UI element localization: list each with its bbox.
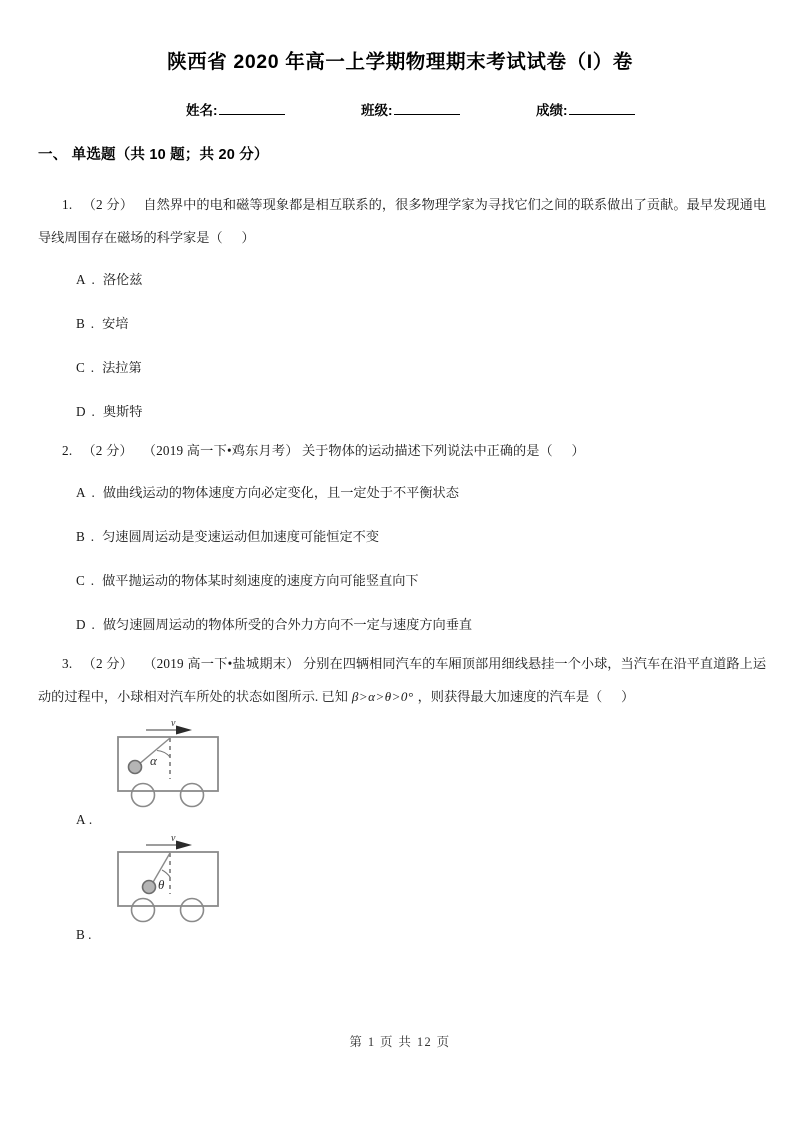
option-letter: A bbox=[76, 272, 86, 287]
question-3-score: （2 分） bbox=[82, 656, 134, 671]
option-letter: D bbox=[76, 617, 86, 632]
option-text: 做匀速圆周运动的物体所受的合外力方向不一定与速度方向垂直 bbox=[102, 617, 473, 632]
question-1-stem bbox=[38, 188, 766, 254]
question-2-text: 关于物体的运动描述下列说法中正确的是（ bbox=[302, 443, 553, 458]
option-1-d[interactable] bbox=[38, 390, 766, 434]
name-blank[interactable] bbox=[219, 102, 285, 115]
car-wheel-rear bbox=[181, 899, 204, 922]
option-dot: . bbox=[91, 404, 95, 419]
option-letter: D bbox=[76, 404, 86, 419]
option-1-a[interactable] bbox=[38, 258, 766, 302]
name-field[interactable] bbox=[186, 99, 285, 119]
question-1-text: 自然界中的电和磁等现象都是相互联系的，很多物理学家为寻找它们之间的联系做出了贡献。最早发现通电导线周围存在磁场的科学家是（ bbox=[38, 197, 767, 245]
section-header: 一、 单选题（共 10 题；共 20 分） bbox=[38, 147, 269, 163]
questions-container bbox=[38, 188, 766, 947]
question-3-text-part2: ，则获得最大加速度的汽车是（ bbox=[417, 689, 603, 704]
question-3-math: β>α>θ>0° bbox=[351, 689, 414, 704]
class-label: 班级: bbox=[361, 103, 393, 118]
question-1-score: （2 分） bbox=[82, 197, 134, 212]
option-3-b[interactable] bbox=[38, 832, 766, 947]
option-dot: . bbox=[91, 617, 95, 632]
option-2-a[interactable] bbox=[38, 471, 766, 515]
option-letter-b: B . bbox=[76, 927, 92, 942]
question-2-score: （2 分） bbox=[82, 443, 133, 458]
question-3-text-part1: 分别在四辆相同汽车的车厢顶部用细线悬挂一个小球，当汽车在沿平直道路上运动的过程中，小球相对汽车所处的状态如图所示. 已知 bbox=[38, 656, 767, 704]
question-2 bbox=[38, 434, 766, 647]
class-blank[interactable] bbox=[394, 102, 460, 115]
pendulum-ball bbox=[143, 881, 156, 894]
student-info-row bbox=[186, 99, 656, 121]
option-letter-a: A . bbox=[76, 812, 93, 827]
option-3-a[interactable] bbox=[38, 717, 766, 832]
option-text: 匀速圆周运动是变速运动但加速度可能恒定不变 bbox=[102, 529, 380, 544]
pendulum-ball bbox=[129, 761, 142, 774]
score-field[interactable] bbox=[536, 99, 635, 119]
option-dot: . bbox=[91, 272, 95, 287]
question-3 bbox=[38, 647, 766, 947]
option-text: 奥斯特 bbox=[102, 404, 143, 419]
option-text: 法拉第 bbox=[102, 360, 142, 375]
car-wheel-front bbox=[132, 899, 155, 922]
car-wheel-rear bbox=[181, 784, 204, 807]
car-diagram-a-svg bbox=[110, 717, 226, 829]
question-1-text-tail: ） bbox=[241, 230, 255, 245]
angle-label-alpha: α bbox=[150, 753, 157, 768]
option-dot: . bbox=[90, 573, 95, 588]
option-dot: . bbox=[90, 360, 95, 375]
option-letter: C bbox=[76, 360, 85, 375]
option-letter: C bbox=[76, 573, 85, 588]
option-text: 安培 bbox=[102, 316, 129, 331]
velocity-arrowhead bbox=[176, 841, 192, 850]
page-footer: 第 1 页 共 12 页 bbox=[349, 1035, 451, 1049]
option-1-c[interactable] bbox=[38, 346, 766, 390]
question-3-number: 3. bbox=[62, 656, 73, 671]
question-3-stem bbox=[38, 647, 766, 713]
question-1 bbox=[38, 188, 766, 434]
question-3-text-tail: ） bbox=[621, 689, 635, 704]
car-body bbox=[118, 852, 218, 906]
angle-arc bbox=[162, 870, 170, 877]
option-text: 做曲线运动的物体速度方向必定变化，且一定处于不平衡状态 bbox=[102, 485, 459, 500]
option-1-b[interactable] bbox=[38, 302, 766, 346]
option-2-d[interactable] bbox=[38, 603, 766, 647]
question-2-source: （2019 高一下•鸡东月考） bbox=[142, 443, 299, 458]
option-letter: B bbox=[76, 529, 85, 544]
option-2-c[interactable] bbox=[38, 559, 766, 603]
question-3-options bbox=[38, 717, 766, 947]
question-3-source: （2019 高一下•盐城期末） bbox=[143, 656, 300, 671]
angle-label-theta: θ bbox=[158, 877, 165, 892]
score-blank[interactable] bbox=[569, 102, 635, 115]
question-2-number: 2. bbox=[62, 443, 73, 458]
class-field[interactable] bbox=[361, 99, 460, 119]
car-pendulum-figure-b bbox=[110, 832, 226, 949]
option-text: 做平抛运动的物体某时刻速度的速度方向可能竖直向下 bbox=[102, 573, 419, 588]
score-label: 成绩: bbox=[536, 103, 568, 118]
car-pendulum-figure-a bbox=[110, 717, 226, 834]
question-2-options bbox=[38, 471, 766, 647]
option-text: 洛伦兹 bbox=[102, 272, 143, 287]
angle-arc bbox=[157, 751, 170, 758]
car-wheel-front bbox=[132, 784, 155, 807]
question-2-stem bbox=[38, 434, 766, 467]
option-letter: A bbox=[76, 485, 86, 500]
velocity-arrowhead bbox=[176, 726, 192, 735]
option-2-b[interactable] bbox=[38, 515, 766, 559]
car-diagram-b-svg bbox=[110, 832, 226, 944]
option-letter: B bbox=[76, 316, 85, 331]
question-1-number: 1. bbox=[62, 197, 73, 212]
name-label: 姓名: bbox=[186, 103, 218, 118]
option-dot: . bbox=[90, 529, 95, 544]
velocity-label-b: v bbox=[171, 833, 176, 844]
question-2-text-tail: ） bbox=[571, 443, 585, 458]
option-dot: . bbox=[90, 316, 95, 331]
option-dot: . bbox=[91, 485, 95, 500]
velocity-label-a: v bbox=[171, 718, 176, 729]
page-title: 陕西省 2020 年高一上学期物理期末考试试卷（I）卷 bbox=[167, 51, 633, 73]
question-1-options bbox=[38, 258, 766, 434]
